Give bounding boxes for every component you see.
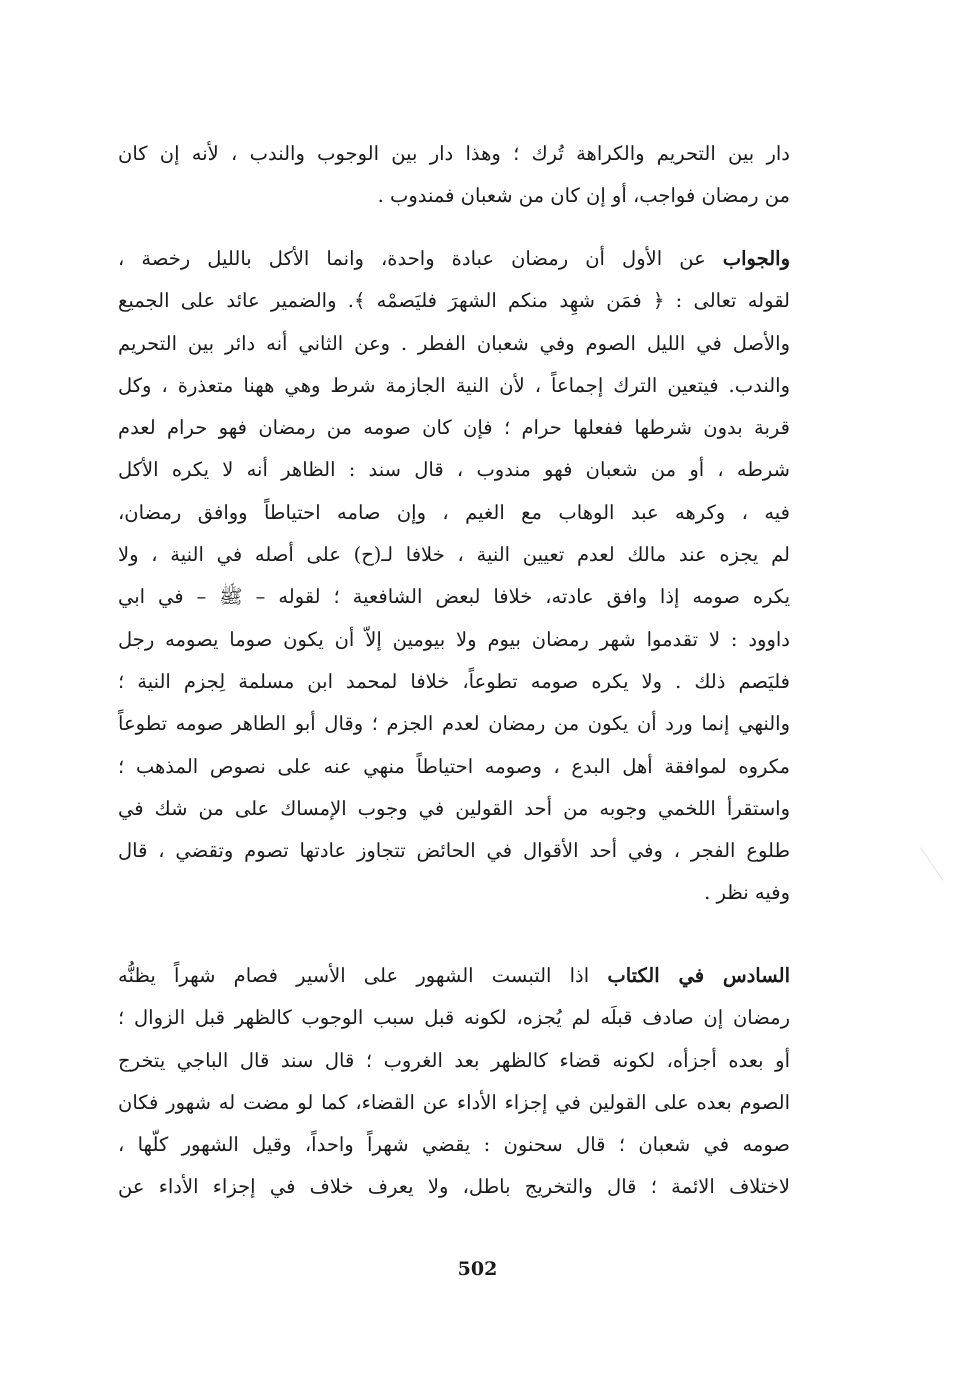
text-line: طلوع الفجر ، وفي أحد الأقوال في الحائض تتجاوز عادتها تصوم وتقضي ، قال <box>118 839 790 863</box>
text-line: مكروه لموافقة أهل البدع ، وصومه احتياطاً منهي عنه على نصوص المذهب ؛ <box>118 754 790 778</box>
text-line: يكره صومه إذا وافق عادته، خلافا لبعض الشافعية ؛ لقوله – ﷺ – في ابي <box>118 585 790 609</box>
page-number: 502 <box>457 1258 498 1280</box>
text-line: صومه في شعبان ؛ قال سحنون : يقضي شهراً واحداً، وقيل الشهور كلّها ، <box>118 1133 790 1157</box>
paragraph-lead: والجواب <box>722 247 790 270</box>
text-line: وفيه نظر . <box>704 881 790 905</box>
text-line: داوود : لا تقدموا شهر رمضان بيوم ولا بيومين إلاّ أن يكون صوما يصومه رجل <box>118 627 790 651</box>
text-line: فليَصم ذلك . ولا يكره صومه تطوعاً، خلافا لمحمد ابن مسلمة لِجزم النية ؛ <box>118 669 790 693</box>
text-line: دار بين التحريم والكراهة تُرك ؛ وهذا دار بين الوجوب والندب ، لأنه إن كان <box>118 142 790 165</box>
text-line: لاختلاف الائمة ؛ قال والتخريج باطل، ولا يعرف خلاف في إجزاء الأداء عن <box>118 1175 790 1199</box>
text-line: واستقرأ اللخمي وجوبه من أحد القولين في وجوب الإمساك على من شك في <box>118 796 790 820</box>
text-line: لم يجزه عند مالك لعدم تعيين النية ، خلافا لـ(ح) على أصله في النية ، ولا <box>118 543 790 567</box>
text-line: شرطه ، أو من شعبان فهو مندوب ، قال سند : الظاهر أنه لا يكره الأكل <box>118 458 790 482</box>
paragraph-2 <box>118 238 790 915</box>
text-line: والنهي إنما ورد أن يكون من رمضان لعدم الجزم ؛ وقال أبو الطاهر صومه تطوعاً <box>118 712 790 736</box>
text-line: فيه ، وكرهه عبد الوهاب مع الغيم ، وإن صامه احتياطاً ووافق رمضان، <box>118 500 790 524</box>
text-line: والندب. فيتعين الترك إجماعاً ، لأن النية الجازمة شرط وهي ههنا متعذرة ، وكل <box>118 373 790 397</box>
text-line: لقوله تعالى : ﴿ فمَن شهِد منكم الشهرَ فليَصمْه ﴾. والضمير عائد على الجميع <box>118 289 790 313</box>
text-segment: اذا التبست الشهور على الأسير فصام شهراً يظنُّه <box>118 964 608 987</box>
paragraph-lead: السادس في الكتاب <box>607 964 790 987</box>
text-line: من رمضان فواجب، أو إن كان من شعبان فمندوب . <box>377 184 790 208</box>
text-line <box>118 238 790 280</box>
text-line: رمضان إن صادف قبلَه لم يُجزه، لكونه قبل سبب الوجوب كالظهر قبل الزوال ؛ <box>118 1006 790 1030</box>
text-line: والأصل في الليل الصوم وفي شعبان الفطر . وعن الثاني أنه دائر بين التحريم <box>118 331 790 355</box>
text-line: قربة بدون شرطها ففعلها حرام ؛ فإن كان صومه من رمضان فهو حرام لعدم <box>118 416 790 440</box>
scan-artifact <box>920 839 955 880</box>
text-segment: عن الأول أن رمضان عبادة واحدة، وانما الأكل بالليل رخصة ، <box>118 247 723 270</box>
text-line <box>118 955 790 997</box>
paragraph-1 <box>118 133 790 218</box>
text-line: أو بعده أجزأه، لكونه قضاء كالظهر بعد الغروب ؛ قال سند قال الباجي يتخرج <box>118 1048 790 1072</box>
text-line: الصوم بعده على القولين في إجزاء الأداء عن القضاء، كما لو مضت له شهور فكان <box>118 1090 790 1114</box>
paragraph-3 <box>118 955 790 1209</box>
